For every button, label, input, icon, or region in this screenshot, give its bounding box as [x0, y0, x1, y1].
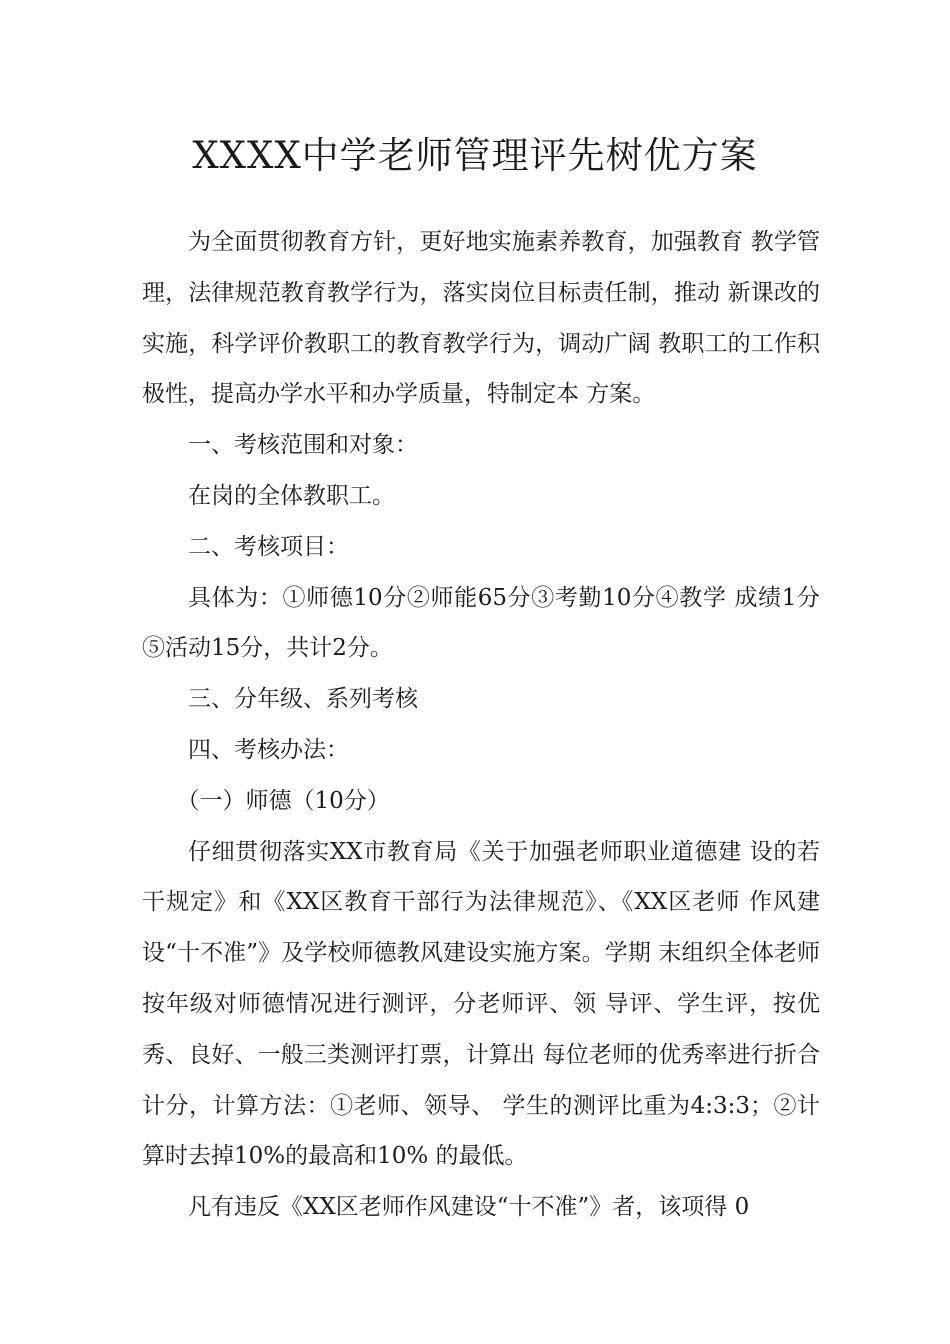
section-heading-scope: 一、考核范围和对象：	[188, 432, 418, 459]
document-body	[142, 217, 820, 1233]
section-heading-methods: 四、考核办法：	[188, 736, 349, 763]
violation-paragraph: 凡有违反《XX区老师作风建设“十不准”》者，该项得 0	[188, 1194, 750, 1221]
document-title: XXXX中学老师管理评先树优方案	[192, 134, 758, 177]
section-heading-items: 二、考核项目：	[188, 533, 349, 560]
subsection-heading-ethics: （一）师德（10分）	[176, 787, 390, 814]
items-paragraph: 具体为：①师德10分②师能65分③考勤10分④教学 成绩1分⑤活动15分，共计2分。	[142, 584, 820, 662]
section-heading-grades: 三、分年级、系列考核	[188, 686, 418, 713]
intro-paragraph: 为全面贯彻教育方针，更好地实施素养教育，加强教育 教学管理，法律规范教育教学行为，落实岗位目标责任制，推动 新课改的实施，科学评价教职工的教育教学行为，调动广阔 教职工的工作积极性，提高办学水平和办学质量，特制定本 方案。	[142, 229, 820, 408]
scope-paragraph: 在岗的全体教职工。	[188, 482, 395, 509]
ethics-paragraph: 仔细贯彻落实XX市教育局《关于加强老师职业道德建 设的若干规定》和《XX区教育干部行为法律规范》、《XX区老师 作风建设“十不准”》及学校师德教风建设实施方案。学期 末组织全体老师按年级对师德情况进行测评，分老师评、领 导评、学生评，按优秀、良好、一般三类测评打票，计算出 每位老师的优秀率进行折合计分，计算方法：①老师、领导、 学生的测评比重为4:3:3；②计算时去掉10%的最高和10% 的最低。	[142, 838, 820, 1170]
